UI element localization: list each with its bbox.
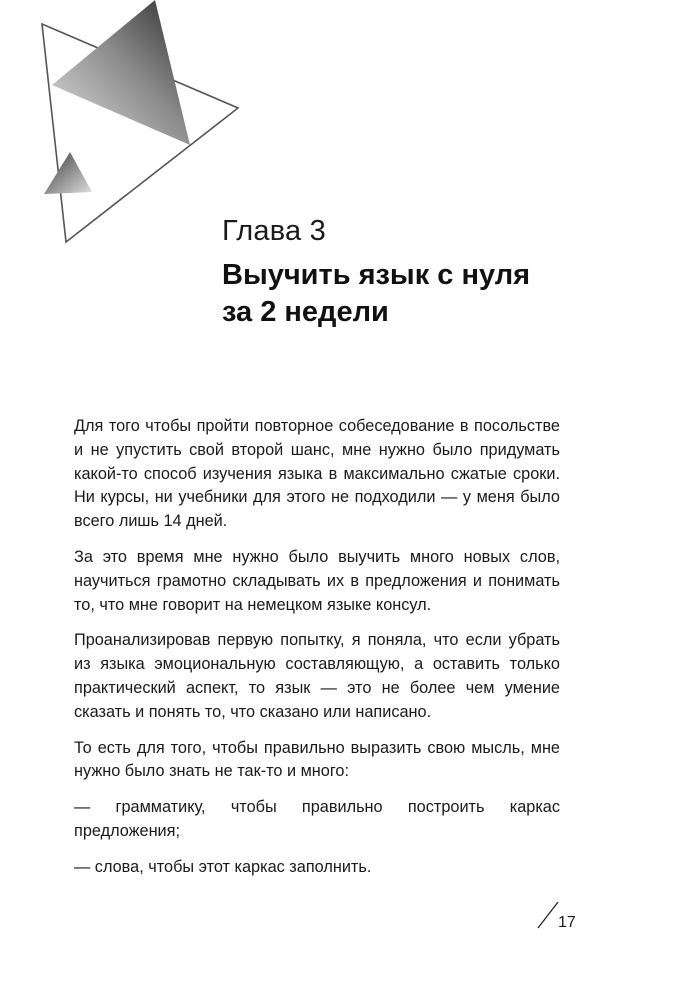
page-number: 17 [558,914,576,931]
list-item: — грамматику, чтобы правильно построить каркас предложения; [74,798,560,840]
chapter-label: Глава 3 [222,215,326,247]
paragraph: То есть для того, чтобы правильно выразить свою мысль, мне нужно было знать не так-то и много: [74,738,560,781]
list-item: — слова, чтобы этот каркас заполнить. [74,857,372,876]
chapter-title-line-1: Выучить язык с нуля [222,259,531,291]
decorative-triangles-icon [0,0,260,260]
paragraph: Для того чтобы пройти повторное собеседование в посольстве и не упустить свой второй шанс, мне нужно было придумать какой-то способ изучения языка в максимально сжатые сроки. Ни курсы, ни учебники для этого не подходили — у меня было всего лишь 14 дней. [74,417,560,531]
large-gradient-triangle [52,0,190,145]
body-text [74,415,560,892]
page-number-block [536,900,596,940]
paragraph: Проанализировав первую попытку, я поняла, что если убрать из языка эмоциональную составляющую, а оставить только практический аспект, то язык — это не более чем умение сказать и понять то, что сказано или написано. [74,631,560,721]
paragraph: За это время мне нужно было выучить много новых слов, научиться грамотно складывать их в предложения и понимать то, что мне говорит на немецком языке консул. [74,547,560,614]
slash-icon [536,900,560,934]
chapter-title [222,257,622,331]
chapter-title-line-2: за 2 недели [222,296,389,328]
small-gradient-triangle [44,152,92,194]
